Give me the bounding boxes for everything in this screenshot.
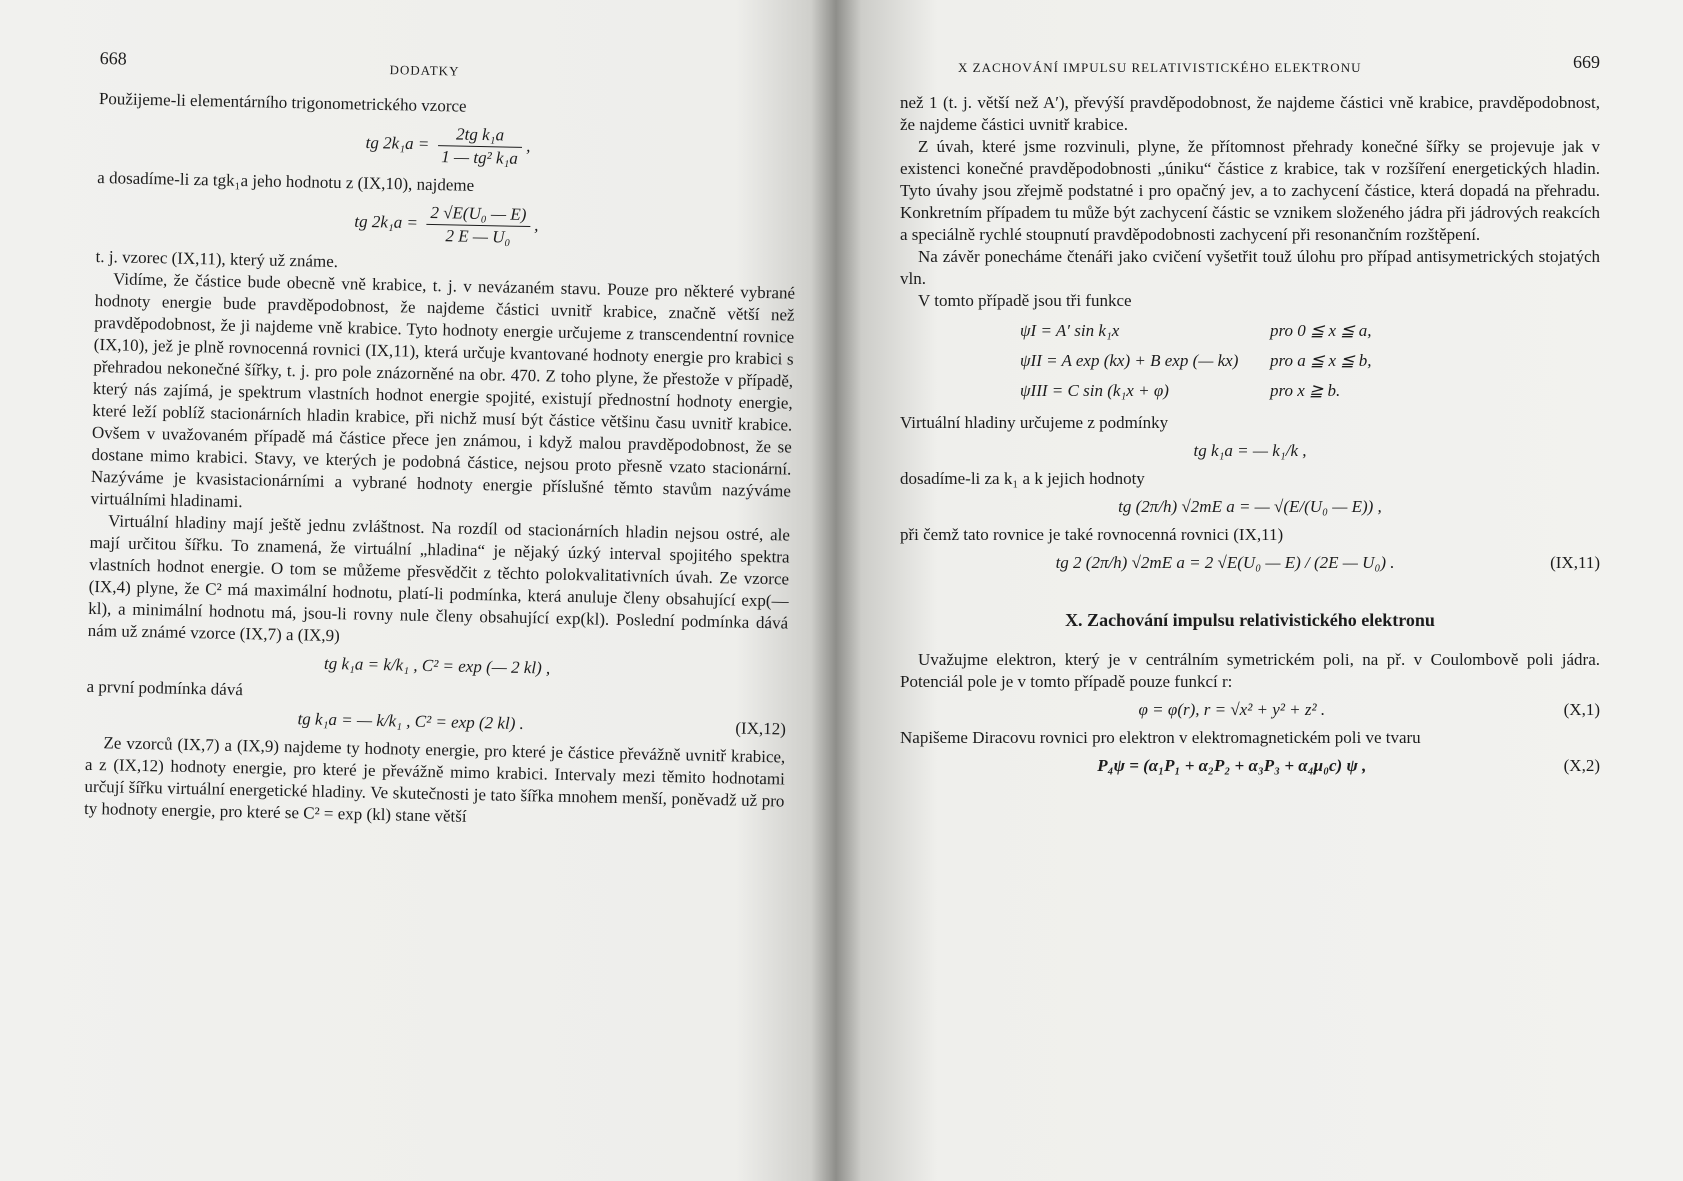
paragraph: Na závěr ponecháme čtenáři jako cvičení vyšetřit touž úlohu pro případ antisymetrických stojatých vln. (900, 247, 1600, 288)
paragraph: dosadíme-li za k₁ a k jejich hodnoty (900, 469, 1145, 488)
function-row (1020, 316, 1600, 346)
page-number: 669 (1573, 52, 1600, 72)
fraction-numerator: 2 √E(U₀ — E) (426, 202, 530, 227)
equation (900, 699, 1600, 721)
equation-lhs: tg 2k₁a = (365, 132, 430, 154)
function-list (1020, 316, 1600, 406)
paragraph: Použijeme-li elementárního trigonometrického vzorce (98, 88, 467, 116)
equation-label: (IX,11) (1550, 553, 1600, 572)
function-definition: ψII = A exp (kx) + B exp (— kx) (1020, 351, 1239, 370)
equation (900, 552, 1600, 574)
equation-label: (X,1) (1563, 700, 1600, 719)
function-definition: ψIII = C sin (k₁x + φ) (1020, 381, 1169, 400)
function-definition: ψI = A′ sin k₁x (1020, 321, 1120, 340)
fraction-numerator: 2tg k₁a (438, 123, 523, 148)
function-row (1020, 346, 1600, 376)
left-page-content (84, 48, 800, 834)
paragraph: Z úvah, které jsme rozvinuli, plyne, že přítomnost přehrady konečné šířky se projevuje jak v existenci konečné pravděpodobnosti „úniku“ částice z krabice, tak v rozšíření energetických hladin. Tyto úvahy jsou zřejmě podstatné i pro opačný jev, a to zachycení částice, která dopadá na přehradu. Konkretním případem tu může být zachycení částic se vznikem složeného jádra při jádrových reakcích a speciálně rychlé stoupnutí pravděpodobnosti zachycení při resonančním rozštěpení. (900, 137, 1600, 244)
equation: tg k₁a = k/k₁ , C² = exp (— 2 kl) , (323, 653, 551, 678)
equation-body: φ = φ(r), r = √x² + y² + z² . (1138, 700, 1326, 719)
equation (96, 195, 797, 255)
left-page (0, 0, 836, 1181)
equation-punctuation: , (534, 215, 539, 235)
paragraph: a první podmínka dává (86, 676, 244, 700)
equation-lhs: tg 2k₁a = (354, 211, 419, 233)
fraction-denominator: 1 — tg² k₁a (441, 147, 519, 168)
equation-label: (IX,12) (735, 718, 787, 739)
equation-body: tg 2 (2π/h) √2mE a = 2 √E(U₀ — E) / (2E — U₀) . (1055, 553, 1395, 572)
section-title: X. Zachování impulsu relativistického elektronu (1065, 610, 1435, 630)
function-row (1020, 376, 1600, 406)
equation-label: (X,2) (1563, 756, 1600, 775)
equation (900, 755, 1600, 777)
paragraph: Ze vzorců (IX,7) a (IX,9) najdeme ty hodnoty energie, pro které je částice převážně uvnitř krabice, a z (IX,12) hodnoty energie, pro které je převážně mimo krabici. Intervaly mezi těmito hodnotami určují šířku virtuální energetické hladiny. Ve skutečnosti je tato šířka mnohem menší, poněvadž už pro ty hodnoty energie, pro které se C² = exp (kl) stane větší (83, 733, 786, 826)
paragraph: Virtuální hladiny mají ještě jednu zvláštnost. Na rozdíl od stacionárních hladin nejsou ostré, ale mají určitou šířku. To znamená, že virtuální „hladina“ je nějaký úzký interval spojitého spektra vlastních hodnot energie. O tom se můžeme přesvědčit z těchto polokvalitativních úvah. Ze vzorce (IX,4) plyne, že C² má maximální hodnotu, platí-li podmínka, která anuluje členy obsahující exp(—kl), a minimální hodnotu má, jsou-li rovny nule členy obsahující exp(kl). Poslední podmínka dává nám už známé vzorce (IX,7) a (IX,9) (87, 511, 791, 646)
paragraph: při čemž tato rovnice je také rovnocenná rovnici (IX,11) (900, 525, 1284, 544)
equation-fraction (437, 123, 523, 170)
equation (98, 116, 799, 176)
running-head: DODATKY (389, 62, 460, 79)
paragraph: Napišeme Diracovu rovnici pro elektron v elektromagnetickém poli ve tvaru (900, 728, 1421, 747)
paragraph: V tomto případě jsou tři funkce (918, 291, 1132, 310)
equation-body: P₄ψ = (α₁P₁ + α₂P₂ + α₃P₃ + α₄μ₀c) ψ , (1097, 756, 1367, 775)
function-domain: pro 0 ≦ x ≦ a, (1270, 321, 1372, 340)
equation-fraction (426, 202, 531, 249)
paragraph: t. j. vzorec (IX,11), který už známe. (95, 246, 339, 272)
equation-body: tg k₁a = — k/k₁ , C² = exp (2 kl) . (297, 709, 525, 734)
paragraph: Virtuální hladiny určujeme z podmínky (900, 413, 1169, 432)
page-number: 668 (99, 48, 127, 69)
right-page (836, 0, 1683, 1181)
paragraph: než 1 (t. j. větší než A′), převýší pravděpodobnost, že najdeme částici vně krabice, pravděpodobnost, že najdeme částici uvnitř krabice. (900, 93, 1600, 134)
paragraph: a dosadíme-li za tgk₁a jeho hodnotu z (IX,10), najdeme (97, 167, 475, 195)
running-head: X ZACHOVÁNÍ IMPULSU RELATIVISTICKÉHO ELEKTRONU (958, 60, 1362, 75)
paragraph: Vidíme, že částice bude obecně vně krabice, t. j. v nevázaném stavu. Pouze pro některé vybrané hodnoty energie bude pravděpodobnost, že najdeme částici uvnitř krabice, značně větší než pravděpodobnost, že ji najdeme vně krabice. Tyto hodnoty energie určujeme z transcendentní rovnice (IX,10), jež je plně rovnocenná rovnici (IX,11), která určuje kvantované hodnoty energie pro krabici s přehradou nekonečné šířky, t. j. pro pole znázorněné na obr. 470. Z toho plyne, že přestože v případě, který nás zajímá, je spektrum vlastních hodnot energie spojité, existují přednostní hodnoty energie, které leží poblíž stacionárních hladin krabice, při nichž musí být částice většinu času uvnitř krabice. Ovšem v uvažovaném případě má částice přece jen známou, i když malou pravděpodobnost, že se dostane mimo krabici. Stavy, ve kterých je podobná částice, nejsou proto přesně vzato stacionární. Nazýváme je kvasistacionárními a vybrané hodnoty energie příslušné těmto stavům nazýváme virtuálními hladinami. (90, 269, 796, 512)
fraction-denominator: 2 E — U₀ (445, 226, 511, 247)
equation: tg (2π/h) √2mE a = — √(E/(U₀ — E)) , (1118, 497, 1382, 516)
equation: tg k₁a = — k₁/k , (1193, 441, 1307, 460)
equation-punctuation: , (526, 136, 531, 156)
right-page-header (900, 52, 1600, 92)
function-domain: pro x ≧ b. (1270, 381, 1341, 400)
right-page-content (900, 52, 1600, 783)
function-domain: pro a ≦ x ≦ b, (1270, 351, 1372, 370)
paragraph: Uvažujme elektron, který je v centrálním symetrickém poli, na př. v Coulombově poli jádra. Potenciál pole je v tomto případě pouze funkcí r: (900, 650, 1600, 691)
